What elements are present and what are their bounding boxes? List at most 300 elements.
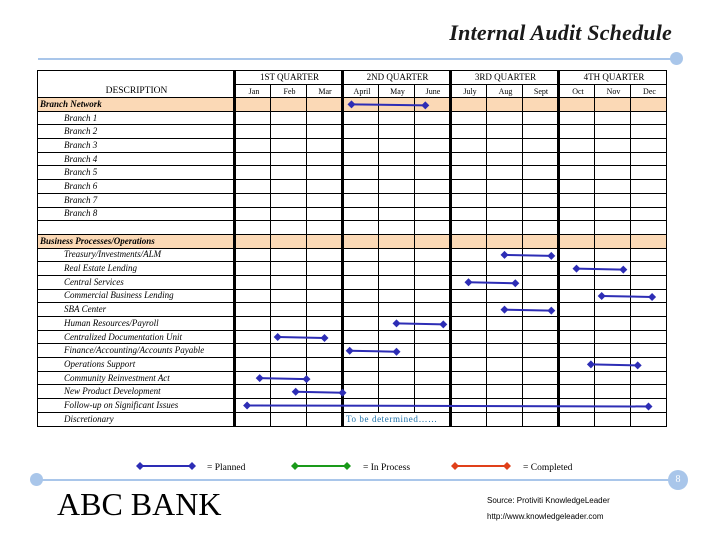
month-cell [415, 371, 451, 385]
month-cell [235, 358, 271, 372]
legend-planned-sample-start-marker [136, 462, 144, 470]
month-cell [307, 180, 343, 194]
month-cell [235, 180, 271, 194]
month-cell [631, 139, 667, 153]
table-row [38, 207, 667, 221]
month-cell [523, 98, 559, 112]
source-text: Source: Protiviti KnowledgeLeader [487, 496, 610, 505]
month-cell [343, 166, 379, 180]
month-header-may: May [379, 85, 415, 98]
month-cell [595, 221, 631, 235]
month-cell [307, 166, 343, 180]
quarter-3-header: 3RD QUARTER [451, 71, 559, 85]
table-row [38, 111, 667, 125]
month-cell [379, 139, 415, 153]
month-cell [559, 193, 595, 207]
table-row [38, 139, 667, 153]
month-cell [559, 371, 595, 385]
month-cell [631, 412, 667, 426]
month-cell [343, 344, 379, 358]
row-label: Branch 6 [38, 180, 235, 194]
month-cell [451, 152, 487, 166]
table-row [38, 303, 667, 317]
month-cell [415, 303, 451, 317]
legend-completed-label: = Completed [523, 463, 573, 473]
table-row [38, 399, 667, 413]
month-cell [451, 330, 487, 344]
month-cell [307, 193, 343, 207]
month-cell [343, 371, 379, 385]
month-cell [559, 111, 595, 125]
row-label: Treasury/Investments/ALM [38, 248, 235, 262]
month-cell [631, 275, 667, 289]
month-cell [343, 289, 379, 303]
table-row [38, 221, 667, 235]
month-cell [415, 385, 451, 399]
month-cell [235, 371, 271, 385]
month-cell [523, 166, 559, 180]
month-cell [271, 358, 307, 372]
month-cell [559, 344, 595, 358]
page-number: 8 [668, 470, 688, 490]
month-cell [415, 111, 451, 125]
month-cell [559, 221, 595, 235]
month-cell [487, 262, 523, 276]
month-cell [379, 399, 415, 413]
month-cell [307, 344, 343, 358]
audit-schedule-table [37, 70, 667, 427]
month-cell [235, 193, 271, 207]
month-cell [631, 193, 667, 207]
month-cell [307, 371, 343, 385]
month-cell [415, 344, 451, 358]
month-cell [559, 330, 595, 344]
month-cell [487, 330, 523, 344]
month-cell [523, 275, 559, 289]
section-label: Branch Network [38, 98, 235, 112]
month-cell [235, 248, 271, 262]
month-cell [271, 289, 307, 303]
month-cell [451, 399, 487, 413]
month-cell [559, 275, 595, 289]
month-cell [343, 193, 379, 207]
quarter-1-header: 1ST QUARTER [235, 71, 343, 85]
month-cell [379, 98, 415, 112]
month-cell [307, 275, 343, 289]
row-label: Centralized Documentation Unit [38, 330, 235, 344]
month-cell [523, 139, 559, 153]
table-row [38, 180, 667, 194]
month-cell [451, 207, 487, 221]
month-cell [487, 180, 523, 194]
row-label: Community Reinvestment Act [38, 371, 235, 385]
month-cell [523, 234, 559, 248]
month-cell [559, 180, 595, 194]
month-cell [487, 166, 523, 180]
month-cell [523, 248, 559, 262]
month-cell [559, 289, 595, 303]
table-row [38, 412, 667, 426]
month-header-sept: Sept [523, 85, 559, 98]
month-cell [559, 98, 595, 112]
month-cell [631, 317, 667, 331]
month-cell [343, 152, 379, 166]
month-cell [307, 98, 343, 112]
month-cell [487, 234, 523, 248]
month-cell [379, 193, 415, 207]
month-cell [415, 262, 451, 276]
month-cell [487, 111, 523, 125]
month-cell [487, 275, 523, 289]
month-cell [307, 234, 343, 248]
month-cell [379, 166, 415, 180]
month-header-jan: Jan [235, 85, 271, 98]
month-cell [271, 344, 307, 358]
month-cell [343, 98, 379, 112]
month-cell [451, 317, 487, 331]
month-cell [415, 125, 451, 139]
month-cell [379, 371, 415, 385]
month-cell [631, 385, 667, 399]
month-cell [451, 412, 487, 426]
month-cell [379, 125, 415, 139]
table-row [38, 166, 667, 180]
month-cell [271, 152, 307, 166]
month-cell [307, 139, 343, 153]
month-cell [631, 166, 667, 180]
month-cell [595, 139, 631, 153]
month-cell [451, 289, 487, 303]
legend-planned-sample-end-marker [188, 462, 196, 470]
month-cell [343, 358, 379, 372]
month-cell [487, 412, 523, 426]
month-cell [235, 399, 271, 413]
month-cell [271, 275, 307, 289]
month-header-oct: Oct [559, 85, 595, 98]
month-cell [271, 303, 307, 317]
month-cell [631, 344, 667, 358]
month-cell [415, 152, 451, 166]
month-cell [559, 234, 595, 248]
month-cell [271, 207, 307, 221]
month-cell [451, 139, 487, 153]
month-cell [271, 166, 307, 180]
month-cell [595, 193, 631, 207]
table-row [38, 193, 667, 207]
month-cell [451, 111, 487, 125]
month-cell [595, 152, 631, 166]
month-cell [523, 371, 559, 385]
row-label: Branch 8 [38, 207, 235, 221]
month-cell [235, 207, 271, 221]
month-cell [307, 289, 343, 303]
month-cell [235, 262, 271, 276]
row-label: SBA Center [38, 303, 235, 317]
month-cell [487, 289, 523, 303]
month-cell [271, 180, 307, 194]
month-cell [523, 193, 559, 207]
month-cell [559, 207, 595, 221]
month-cell [559, 412, 595, 426]
month-cell [559, 152, 595, 166]
month-cell [595, 207, 631, 221]
month-cell [595, 303, 631, 317]
quarter-2-header: 2ND QUARTER [343, 71, 451, 85]
month-cell [487, 371, 523, 385]
month-cell [451, 262, 487, 276]
month-cell [559, 139, 595, 153]
month-cell [307, 412, 343, 426]
month-cell [271, 193, 307, 207]
month-header-feb: Feb [271, 85, 307, 98]
table-row [38, 344, 667, 358]
month-cell [379, 317, 415, 331]
month-header-july: July [451, 85, 487, 98]
month-cell [631, 289, 667, 303]
month-cell [559, 166, 595, 180]
table-row [38, 262, 667, 276]
month-cell [307, 221, 343, 235]
month-cell [451, 371, 487, 385]
month-cell [451, 303, 487, 317]
table-row [38, 275, 667, 289]
row-label: Branch 4 [38, 152, 235, 166]
month-cell [343, 330, 379, 344]
month-cell [379, 358, 415, 372]
month-cell [487, 317, 523, 331]
month-cell [343, 139, 379, 153]
bottom-divider [38, 479, 672, 481]
month-cell [235, 234, 271, 248]
table-row [38, 289, 667, 303]
month-cell [523, 303, 559, 317]
month-cell [415, 166, 451, 180]
month-cell [415, 207, 451, 221]
month-cell [631, 207, 667, 221]
month-cell [415, 193, 451, 207]
legend-completed-sample-start-marker [451, 462, 459, 470]
month-cell [415, 330, 451, 344]
month-cell [343, 275, 379, 289]
month-cell [415, 399, 451, 413]
month-cell [271, 262, 307, 276]
month-cell [307, 152, 343, 166]
month-cell [451, 125, 487, 139]
month-cell [451, 193, 487, 207]
section-row [38, 98, 667, 112]
table-row [38, 330, 667, 344]
source-url[interactable]: http://www.knowledgeleader.com [487, 512, 604, 521]
month-cell [487, 248, 523, 262]
month-cell [487, 139, 523, 153]
month-cell [379, 221, 415, 235]
row-label: Commercial Business Lending [38, 289, 235, 303]
month-cell [415, 248, 451, 262]
month-cell [559, 358, 595, 372]
month-header-nov: Nov [595, 85, 631, 98]
row-label: Operations Support [38, 358, 235, 372]
month-cell [631, 125, 667, 139]
month-cell [523, 262, 559, 276]
section-row [38, 234, 667, 248]
month-cell [235, 166, 271, 180]
month-cell [379, 152, 415, 166]
month-cell [235, 385, 271, 399]
month-cell [415, 317, 451, 331]
month-cell [523, 221, 559, 235]
month-cell [559, 262, 595, 276]
month-cell [307, 125, 343, 139]
month-cell [487, 125, 523, 139]
month-cell [415, 139, 451, 153]
month-cell [235, 125, 271, 139]
month-cell [559, 303, 595, 317]
month-cell [307, 111, 343, 125]
month-cell [487, 193, 523, 207]
month-cell [523, 180, 559, 194]
month-cell [343, 125, 379, 139]
month-cell [631, 262, 667, 276]
month-cell [235, 221, 271, 235]
table-row [38, 371, 667, 385]
row-label: Human Resources/Payroll [38, 317, 235, 331]
month-cell [595, 248, 631, 262]
month-cell [271, 125, 307, 139]
month-cell [595, 358, 631, 372]
month-cell [271, 234, 307, 248]
row-label: Branch 2 [38, 125, 235, 139]
month-cell [307, 399, 343, 413]
month-cell [343, 111, 379, 125]
month-cell [343, 234, 379, 248]
month-cell [487, 303, 523, 317]
month-cell [595, 180, 631, 194]
month-cell [235, 98, 271, 112]
month-header-dec: Dec [631, 85, 667, 98]
month-cell [235, 303, 271, 317]
month-cell [307, 385, 343, 399]
month-cell [235, 289, 271, 303]
month-cell [631, 111, 667, 125]
row-label: Branch 1 [38, 111, 235, 125]
month-cell [415, 98, 451, 112]
month-cell [487, 221, 523, 235]
month-cell [595, 166, 631, 180]
month-cell [631, 371, 667, 385]
month-cell [523, 412, 559, 426]
month-cell [451, 275, 487, 289]
month-cell [379, 207, 415, 221]
month-cell [343, 248, 379, 262]
month-cell [631, 330, 667, 344]
month-cell [523, 125, 559, 139]
month-cell [631, 303, 667, 317]
month-header-aug: Aug [487, 85, 523, 98]
month-cell [343, 399, 379, 413]
month-cell [235, 330, 271, 344]
month-cell [523, 399, 559, 413]
month-cell [379, 111, 415, 125]
month-cell [523, 358, 559, 372]
month-cell [523, 317, 559, 331]
month-cell [595, 317, 631, 331]
row-label: New Product Development [38, 385, 235, 399]
month-cell [343, 303, 379, 317]
month-cell [595, 111, 631, 125]
month-cell [307, 262, 343, 276]
month-cell [235, 275, 271, 289]
row-label: Branch 7 [38, 193, 235, 207]
month-cell [235, 111, 271, 125]
row-label: Branch 5 [38, 166, 235, 180]
month-cell [379, 234, 415, 248]
month-cell [379, 303, 415, 317]
month-cell [307, 248, 343, 262]
month-cell [271, 248, 307, 262]
section-label: Business Processes/Operations [38, 234, 235, 248]
month-cell [631, 234, 667, 248]
page-title: Internal Audit Schedule [449, 20, 672, 45]
month-cell [415, 221, 451, 235]
month-cell [451, 166, 487, 180]
month-cell [595, 289, 631, 303]
month-header-april: April [343, 85, 379, 98]
month-cell [235, 317, 271, 331]
month-cell [379, 180, 415, 194]
month-cell [451, 180, 487, 194]
month-cell [595, 234, 631, 248]
month-cell [451, 248, 487, 262]
month-cell [451, 358, 487, 372]
description-header: DESCRIPTION [38, 71, 235, 98]
month-cell [595, 385, 631, 399]
month-cell [631, 358, 667, 372]
row-label: Central Services [38, 275, 235, 289]
month-cell [487, 385, 523, 399]
table-row [38, 385, 667, 399]
month-cell [415, 234, 451, 248]
month-cell [595, 412, 631, 426]
month-cell [523, 111, 559, 125]
month-cell [343, 207, 379, 221]
month-cell [379, 275, 415, 289]
row-label: Branch 3 [38, 139, 235, 153]
bottom-divider-dot-left [30, 473, 43, 486]
legend-in-process-sample-start-marker [291, 462, 299, 470]
month-cell [451, 344, 487, 358]
month-cell [487, 207, 523, 221]
month-cell [559, 399, 595, 413]
month-cell [451, 234, 487, 248]
month-cell [307, 317, 343, 331]
month-cell [271, 221, 307, 235]
month-cell [559, 248, 595, 262]
table-row [38, 125, 667, 139]
row-label: Real Estate Lending [38, 262, 235, 276]
month-cell [631, 248, 667, 262]
month-cell [523, 207, 559, 221]
month-cell [379, 344, 415, 358]
month-cell [631, 399, 667, 413]
legend-in-process-sample-end-marker [343, 462, 351, 470]
month-cell [487, 152, 523, 166]
month-cell [523, 152, 559, 166]
row-label: Finance/Accounting/Accounts Payable [38, 344, 235, 358]
month-cell [451, 98, 487, 112]
legend-in-process-label: = In Process [363, 463, 411, 473]
month-cell [307, 207, 343, 221]
month-cell [595, 330, 631, 344]
